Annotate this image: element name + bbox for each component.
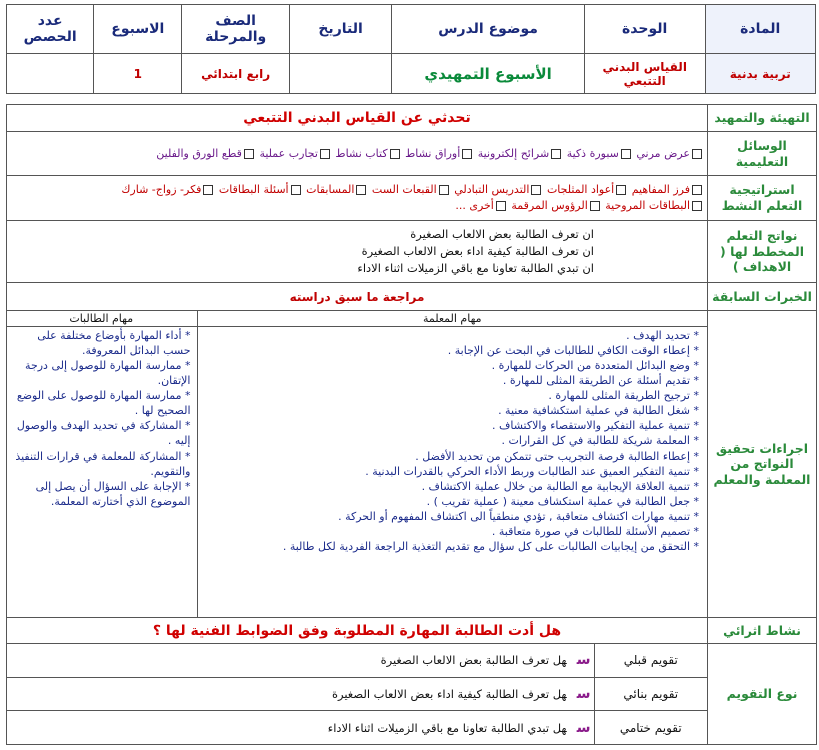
checkbox-icon	[244, 149, 254, 159]
student-task: * الإجابة على السؤال أن يصل إلى الموضوع الذي أختارته المعلمة.	[35, 479, 191, 508]
teacher-task: * جعل الطالبة في عملية استكشاف معينة ( عملية تقريب ) .	[426, 494, 699, 508]
checkbox-icon	[439, 185, 449, 195]
strategy-item[interactable]: أسئلة البطاقات	[219, 183, 303, 196]
subject-label: المادة	[705, 5, 816, 54]
checkbox-icon	[621, 149, 631, 159]
date-value	[289, 54, 391, 94]
student-task: * المشاركة في تحديد الهدف والوصول إليه .	[16, 419, 191, 448]
grade-value: رابع ابتدائي	[182, 54, 289, 94]
checkbox-icon	[390, 149, 400, 159]
intro-label: التهيئة والتمهيد	[708, 105, 817, 132]
prior-text: مراجعة ما سبق دراسته	[7, 283, 708, 311]
checkbox-icon	[616, 185, 626, 195]
strategy-item[interactable]: فكر- زواج- شارك	[121, 183, 215, 196]
teacher-task: * تقديم أسئلة عن الطريقة المثلى للمهارة .	[502, 374, 699, 388]
strategies-list	[7, 176, 708, 221]
eval-question-final: سهل تبدي الطالبة تعاونا مع باقي الزميلات اثناء الاداء	[7, 711, 595, 744]
checkbox-icon	[203, 185, 213, 195]
teacher-task: * وضع البدائل المتعددة من الحركات للمهارة .	[491, 359, 699, 373]
teacher-task: * شغل الطالبة في عملية استكشافية معنية .	[498, 404, 699, 418]
enrichment-text: هل أدت الطالبة المهارة المطلوبة وفق الضوابط الفنية لها ؟	[7, 618, 708, 644]
checkbox-icon	[531, 185, 541, 195]
teacher-task: * ترجيح الطريقة المثلى للمهارة .	[548, 389, 699, 403]
evaluation-content	[7, 644, 708, 745]
teacher-task: * تحديد الهدف .	[626, 329, 699, 342]
checkbox-icon	[356, 185, 366, 195]
strategy-item[interactable]: البطاقات المروحية	[605, 199, 704, 212]
teacher-task: * تنمية عملية التفكير والاستقصاء والاكتشاف .	[491, 419, 699, 433]
aid-item[interactable]: قطع الورق والفلين	[156, 147, 256, 160]
aids-list	[7, 132, 708, 176]
enrichment-label: نشاط اثرائي	[708, 618, 817, 644]
procedures-inner-table	[7, 311, 708, 617]
checkbox-icon	[496, 201, 506, 211]
eval-question-pre: سهل تعرف الطالبة بعض الالعاب الصغيرة	[7, 644, 595, 677]
teacher-task: * تنمية العلاقة الإيجابية مع الطالبة من خلال عملية الاكتشاف .	[421, 479, 699, 493]
procedures-label: اجراءات تحقيق النواتج من المعلمة والمعلم	[708, 311, 817, 618]
strategies-label: استراتيجية التعلم النشط	[708, 176, 817, 221]
strategy-item[interactable]: التدريس التبادلي	[454, 183, 543, 196]
checkbox-icon	[462, 149, 472, 159]
checkbox-icon	[692, 201, 702, 211]
lesson-label: موضوع الدرس	[392, 5, 585, 54]
week-value: 1	[94, 54, 182, 94]
periods-value	[7, 54, 94, 94]
checkbox-icon	[692, 149, 702, 159]
unit-value: القياس البدني التتبعي	[584, 54, 705, 94]
aid-item[interactable]: أوراق نشاط	[405, 147, 474, 160]
eval-type-formative: تقويم بنائي	[594, 677, 707, 711]
strategy-item[interactable]: المسابقات	[306, 183, 368, 196]
checkbox-icon	[291, 185, 301, 195]
teacher-tasks-header: مهام المعلمة	[197, 311, 707, 327]
date-label: التاريخ	[289, 5, 391, 54]
teacher-task: * إعطاء الوقت الكافي للطالبات في البحث عن الإجابة .	[447, 344, 699, 358]
evaluation-inner-table	[7, 644, 708, 744]
teacher-task: * المعلمة شريكة للطالبة في كل القرارات .	[501, 434, 699, 448]
eval-question-formative: سهل تعرف الطالبة كيفية اداء بعض الالعاب الصغيرة	[7, 677, 595, 711]
periods-label: عدد الحصص	[7, 5, 94, 54]
strategy-item[interactable]: أخرى ...	[455, 199, 508, 212]
aid-item[interactable]: سبورة ذكية	[567, 147, 633, 160]
strategy-item[interactable]: فرز المفاهيم	[632, 183, 704, 196]
grade-label: الصف والمرحلة	[182, 5, 289, 54]
teacher-task: * التحقق من إيجابيات الطالبات على كل سؤال مع تقديم التغذية الراجعة الفردية لكل طالبة .	[282, 539, 699, 553]
teacher-tasks	[197, 327, 707, 618]
question-mark-icon: س	[576, 685, 591, 702]
week-label: الاسبوع	[94, 5, 182, 54]
checkbox-icon	[692, 185, 702, 195]
student-task: * المشاركة للمعلمة في قرارات التنفيذ والتقويم.	[15, 449, 191, 478]
unit-label: الوحدة	[584, 5, 705, 54]
lesson-header-table	[6, 4, 816, 94]
question-mark-icon: س	[576, 652, 591, 669]
procedures-content	[7, 311, 708, 618]
goals-list	[7, 221, 708, 283]
eval-type-final: تقويم ختامي	[594, 711, 707, 744]
goal-item: ان تعرف الطالبة بعض الالعاب الصغيرة	[410, 226, 594, 241]
goals-label: نواتج التعلم المخطط لها ( الاهداف )	[708, 221, 817, 283]
teacher-task: * تصميم الأسئلة للطالبات في صورة متعاقبة .	[491, 524, 699, 538]
strategy-item[interactable]: القبعات الست	[372, 183, 451, 196]
strategy-item[interactable]: أعواد المثلجات	[547, 183, 628, 196]
teacher-task: * تنمية التفكير العميق عند الطالبات وربط الأداء الحركي بالقدرات البدنية .	[365, 464, 699, 478]
subject-value: تربية بدنية	[705, 54, 816, 94]
aid-item[interactable]: شرائح إلكترونية	[478, 147, 563, 160]
intro-text: تحدثي عن القياس البدني التتبعي	[7, 105, 708, 132]
goal-item: ان تعرف الطالبة كيفية اداء بعض الالعاب الصغيرة	[361, 243, 594, 258]
checkbox-icon	[551, 149, 561, 159]
student-tasks-header: مهام الطالبات	[7, 311, 198, 327]
student-task: * ممارسة المهارة للوصول إلى درجة الإتقان.	[25, 359, 191, 388]
teacher-task: * إعطاء الطالبة فرصة التجريب حتى تتمكن من تحديد الأفضل .	[415, 449, 699, 463]
prior-label: الخبرات السابقة	[708, 283, 817, 311]
eval-type-pre: تقويم قبلي	[594, 644, 707, 677]
student-tasks	[7, 327, 198, 618]
aid-item[interactable]: كتاب نشاط	[335, 147, 401, 160]
checkbox-icon	[320, 149, 330, 159]
strategy-item[interactable]: الرؤوس المرقمة	[511, 199, 601, 212]
teacher-task: * تنمية مهارات اكتشاف متعاقبة , تؤدي منطقياً الى اكتشاف المفهوم أو الحركة .	[338, 509, 699, 523]
aid-item[interactable]: تجارب عملية	[259, 147, 331, 160]
lesson-value: الأسبوع التمهيدي	[392, 54, 585, 94]
student-task: * ممارسة المهارة للوصول على الوضع الصحيح لها .	[16, 389, 191, 418]
evaluation-label: نوع التقويم	[708, 644, 817, 745]
aid-item[interactable]: عرض مرني	[636, 147, 704, 160]
checkbox-icon	[590, 201, 600, 211]
student-task: * أداء المهارة بأوضاع مختلفة على حسب البدائل المعروفة.	[37, 329, 191, 358]
aids-label: الوسائل التعليمية	[708, 132, 817, 176]
goal-item: ان تبدي الطالبة تعاونا مع باقي الزميلات اثناء الاداء	[357, 261, 594, 276]
lesson-plan-table	[6, 104, 817, 745]
question-mark-icon: س	[576, 719, 591, 736]
